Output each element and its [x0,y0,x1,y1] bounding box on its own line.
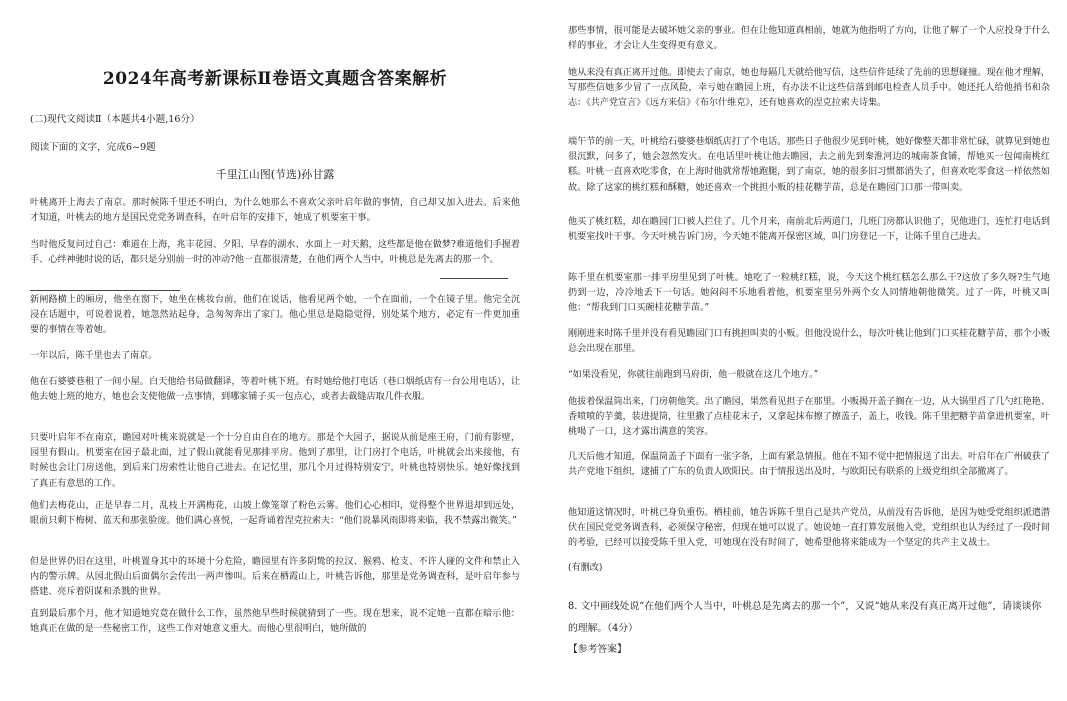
underline-mark [568,79,684,80]
instruction-text: 阅读下面的文字，完成6~9题 [30,142,156,153]
passage-title: 千里江山图(节选)孙甘露 [215,168,335,181]
passage-paragraph: 只要叶启年不在南京，瞻园对叶桃来说就是一个十分自由自在的地方。那是个大园子，据说从前是座王府，门前有影壁，园里有假山。机要室在园子最北面，过了假山就能看见那排平房。他到了那里，让门房打个电话，叶桃就会出来接他，有时候也会让门房送他，到后来门房索性让他自己进去。在记忆里，那几个月过得特别安宁，叶桃也特别快乐。她好像找到了真正有意思的工作。 [30,433,520,489]
passage-paragraph: 他知道这情况时，叶桃已身负重伤。栖桂前，她告诉陈千里自己是共产党员，从前没有告诉他，是因为她受党组织派遣潜伏在国民党党务调查科，必须保守秘密，但现在她可以说了。她说她一直打算发展他入党，党组织也认为经过了一段时间的考验，已经可以接受陈千里入党，可她现在没有时间了，她希望他将来能成为一个坚定的共产主义战士。 [568,508,1050,549]
passage-paragraph: 他买了桃红糕，却在瞻园门口被人拦住了。几个月来，南前北后两道门，几班门房都认识他了，见他进门，连忙打电话到机要室找叶干事。今天叶桃告诉门房，今天她不能离开保密区域，叫门房登记一下，让陈千里自己进去。 [568,217,1050,243]
passage-paragraph: 一年以后，陈千里也去了南京。 [30,351,158,361]
question-8: 8. 文中画线处说“在他们两个人当中，叶桃总是先离去的那一个”，又说“她从来没有真正离开过他”，请谈谈你的理解。（4分） [568,601,1042,634]
passage-paragraph: 直到最后那个月，他才知道她究竟在做什么工作，虽然他早些时候就猜到了一些。现在想来，说不定她一直都在暗示他：她真正在做的是一些秘密工作，这些工作对她意义重大。而他心里很明白，她所做的 [30,609,520,635]
passage-paragraph: 端午节的前一天，叶桃给石婆婆巷烟纸店打了个电话。那些日子他很少见到叶桃，她好像整天都非常忙碌，就算见到她也很沉默，问多了，她会忽然发火。在电话里叶桃让他去瞻园，去之前先到秦淮河边的城南茶食铺，帮她买一包闻南桃红糕。叶桃一直喜欢吃零食，在上海时他就常帮她跑腿，到了南京，她的很多旧习惯都消失了，但喜欢吃零食这一样依然如故。除了这家的桃红糕和酥糖，她还喜欢一个挑担小贩的桂花糖芋苗，总是在瞻园门口那一带叫卖。 [568,137,1050,193]
section-heading: (二)现代文阅读Ⅱ（本题共4小题,16分） [30,114,200,125]
underline-mark [440,278,508,279]
passage-paragraph: 几天后他才知道，保温筒盖子下面有一张字条，上面有紧急情报。他在不知不觉中把情报送了出去。叶启年在广州破获了共产党地下组织，逮捕了广东的负责人欧阳民。由于情报送出及时，与欧阳民有联系的上级党组织全部撤离了。 [568,452,1050,478]
passage-paragraph: 陈千里在机要室那一排平房里见到了叶桃。她吃了一粒桃红糕，说，今天这个桃红糕怎么那么干?这放了多久呀?生气地扔到一边，冷冷地丢下一句话。她闷闷不乐地看着他，机要室里另外两个女人同情地朝他微笑。过了一阵，叶桃又叫他：“帮我到门口买碗桂花糖芋苗。” [568,273,1050,314]
passage-paragraph: 那些事情，很可能是去破坏她父亲的事业。但在让他知道真相前，她就为他指明了方向，让他了解了一个人应投身于什么样的事业，才会让人生变得更有意义。 [568,26,1050,52]
underline-mark [30,290,180,291]
passage-paragraph: 但是世界仍旧在这里，叶桃置身其中的环境十分危险，瞻园里有许多阴鸷的拉汉、猴鸦、枪支、不许人碰的文件和禁止入内的警示牌。从园北假山后面偶尔会传出一两声惨叫。后来在栖霞山上，叶桃告诉他，那里是党务调查科，是叶启年参与搭建、亮斥着阴谋和杀戮的世界。 [30,557,520,598]
passage-paragraph: 刚刚进来时陈千里并没有看见瞻园门口有挑担叫卖的小贩。但他没说什么，每次叶桃让他到门口买桂花糖芋苗，那个小贩总会出现在那里。 [568,329,1050,355]
document-title: 2024年高考新课标Ⅱ卷语文真题含答案解析 [102,69,448,89]
passage-paragraph: 叶桃离开上海去了南京。那时候陈千里还不明白，为什么她那么不喜欢父亲叶启年做的事情，自己却又加入进去。后来他才知道，叶桃去的地方是国民党党务调查科，在叶启年的安排下，她成了机要室干事。 [30,198,520,224]
passage-paragraph: 新闸路横上的厢房，他坐在窗下，她坐在桃妆台前，他们在说话，他看见两个她，一个在面前，一个在镜子里。他完全沉浸在话题中，可说着说着，她忽然站起身，急匆匆奔出了家门。他心里总是隐隐觉得，别处某个地方，必定有一件更加重要的事情在等着她。 [30,295,520,336]
passage-paragraph: 他拔着保温筒出来，门房朝他笑。出了瞻园，果然看见担子在那里。小贩揭开盖子搁在一边，从大锅里舀了几勺红艳艳、香喷喷的芋羹，装进提筒，往里撒了点桂花末子，又拿起抹布擦了擦盖子，盖上，收钱。陈千里把糖芋苗拿进机要室，叶桃喝了一口，这才露出满意的笑容。 [568,397,1050,438]
passage-paragraph-underlined-2: 她从来没有真正离开过他。即使去了南京，她也每隔几天就给他写信，这些信件延续了先前的思想碰撞。现在他才理解，写那些信她多少冒了一点风险，幸亏她在瞻园上班，有办法不让这些信落到邮电检查人员手中。她还托人给他捎书和杂志：《共产党宣言》《远方来信》《布尔什维克》，还有她喜欢的涅克拉索夫诗集。 [568,68,1050,109]
answer-label: 【参考答案】 [568,644,627,655]
passage-paragraph: 他在石婆婆巷租了一间小屋。白天他给书局做翻译，等着叶桃下班。有时她给他打电话（巷口烟纸店有一台公用电话），让他去她上班的地方，她也会支使他做一点事情，到哪家铺子买一包点心，或者去裁缝店取几件衣服。 [30,377,520,403]
passage-paragraph: “如果没看见，你就往前跑到马府街，他一般就在这几个地方。” [568,370,819,380]
source-note: (有删改) [568,563,603,573]
passage-paragraph-underlined-1: 当时他反复问过自己：难道在上海，兆丰花园、夕阳、早春的湖水、水面上一对天鹅，这些都是他在做梦?难道他们手握着手、心绊神驰时说的话，都只是分别前一时的冲动?他一直都很清楚，在他们两个人当中，叶桃总是先离去的那一个。 [30,240,520,266]
passage-paragraph: 他们去梅花山，正是早春二月，乱枝上开满梅花，山坡上像笼罩了粉色云雾。他们心心相印，觉得整个世界退却到远处，眼前只剩下梅树、蓝天和那张脸庞。他们满心喜悦，一起背诵着涅克拉索夫：“他们说暴风雨即将来临，我不禁露出微笑。” [30,501,520,527]
